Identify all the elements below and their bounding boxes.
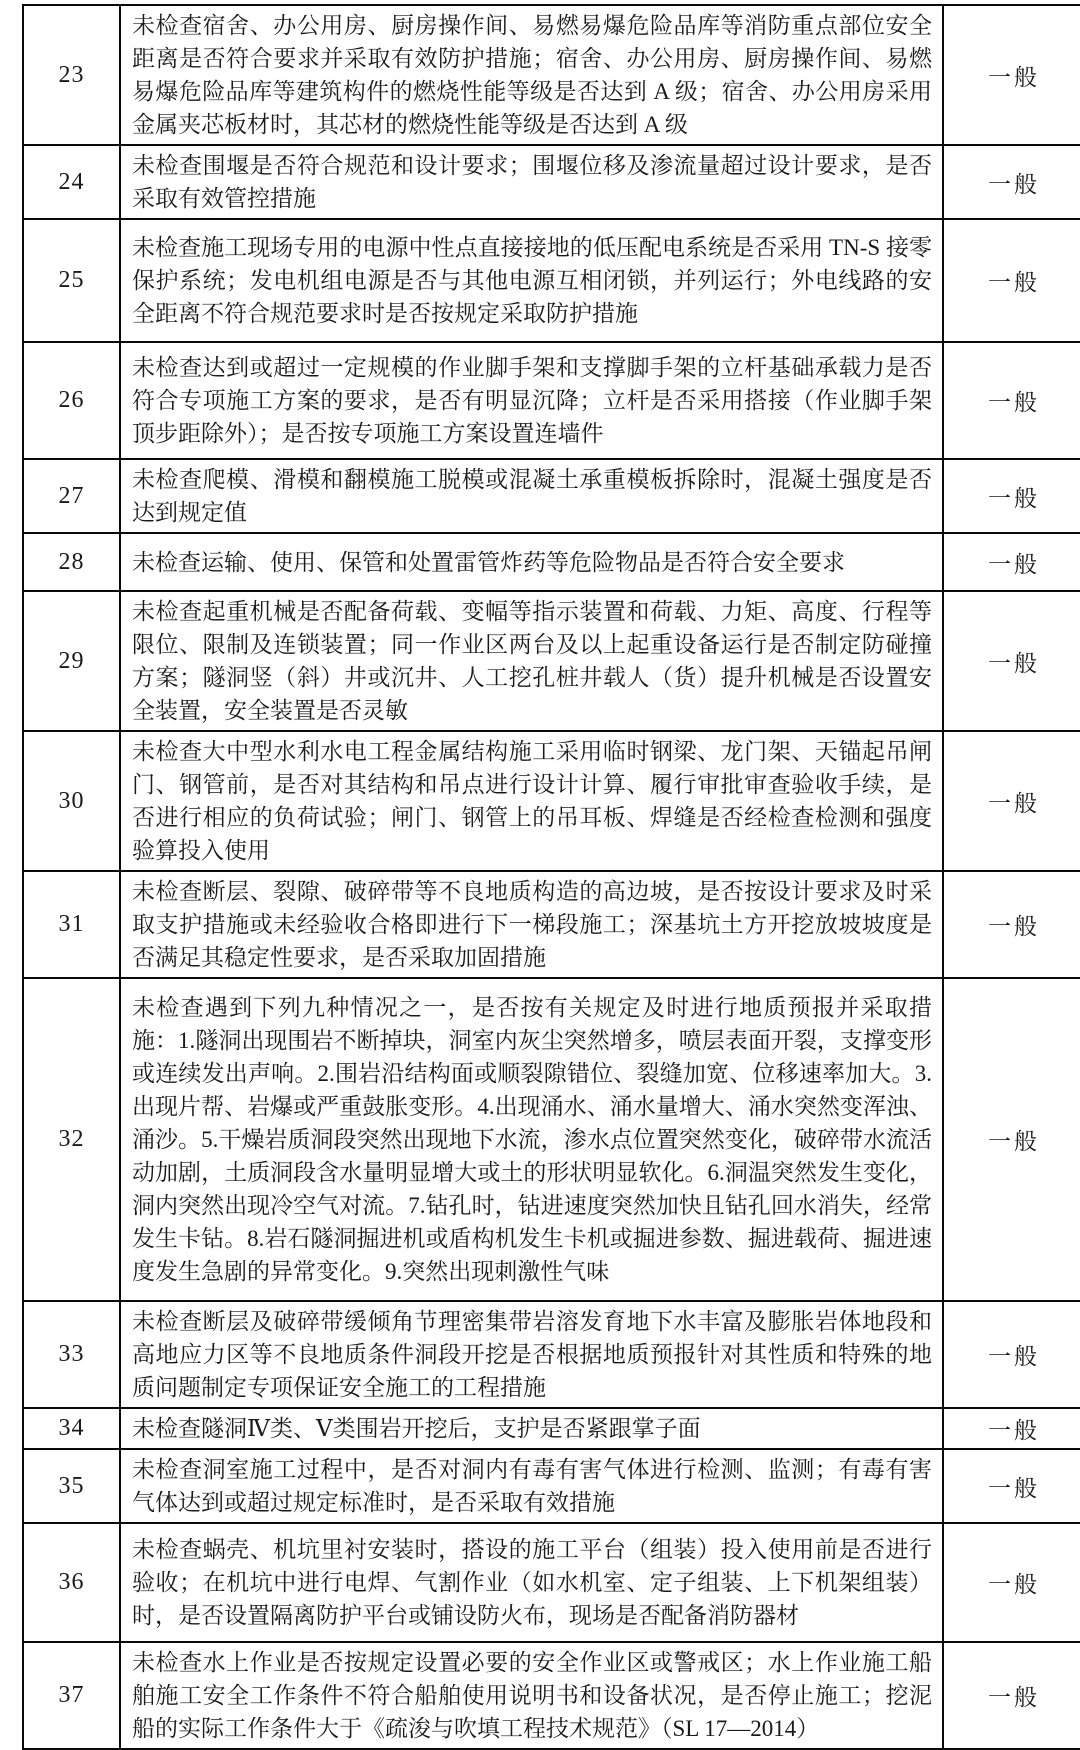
severity-cell: 一般 [943, 459, 1080, 533]
row-number-cell: 36 [23, 1523, 120, 1642]
table-row [23, 219, 1080, 342]
row-number-cell: 25 [23, 219, 120, 342]
hazard-checklist-table [22, 4, 1080, 1750]
row-number-cell: 30 [23, 731, 120, 871]
severity-cell: 一般 [943, 145, 1080, 219]
hazard-description-cell: 未检查断层及破碎带缓倾角节理密集带岩溶发育地下水丰富及膨胀岩体地段和高地应力区等不良地质条件洞段开挖是否根据地质预报针对其性质和特殊的地质问题制定专项保证安全施工的工程措施 [120, 1301, 943, 1408]
table-row [23, 1301, 1080, 1408]
hazard-description-cell: 未检查洞室施工过程中，是否对洞内有毒有害气体进行检测、监测；有毒有害气体达到或超过规定标准时，是否采取有效措施 [120, 1449, 943, 1523]
row-number-cell: 31 [23, 871, 120, 978]
severity-cell: 一般 [943, 1408, 1080, 1449]
row-number-cell: 23 [23, 5, 120, 145]
row-number-cell: 35 [23, 1449, 120, 1523]
hazard-description-cell: 未检查隧洞Ⅳ类、Ⅴ类围岩开挖后，支护是否紧跟掌子面 [120, 1408, 943, 1449]
hazard-description-cell: 未检查施工现场专用的电源中性点直接接地的低压配电系统是否采用 TN-S 接零保护系统；发电机组电源是否与其他电源互相闭锁，并列运行；外电线路的安全距离不符合规范要求时是否按规定采取防护措施 [120, 219, 943, 342]
severity-cell: 一般 [943, 731, 1080, 871]
hazard-description-cell: 未检查起重机械是否配备荷载、变幅等指示装置和荷载、力矩、高度、行程等限位、限制及连锁装置；同一作业区两台及以上起重设备运行是否制定防碰撞方案；隧洞竖（斜）井或沉井、人工挖孔桩井载人（货）提升机械是否设置安全装置，安全装置是否灵敏 [120, 591, 943, 731]
severity-cell: 一般 [943, 1523, 1080, 1642]
severity-cell: 一般 [943, 5, 1080, 145]
row-number-cell: 33 [23, 1301, 120, 1408]
severity-cell: 一般 [943, 219, 1080, 342]
row-number-cell: 29 [23, 591, 120, 731]
severity-cell: 一般 [943, 871, 1080, 978]
hazard-description-cell: 未检查达到或超过一定规模的作业脚手架和支撑脚手架的立杆基础承载力是否符合专项施工方案的要求，是否有明显沉降；立杆是否采用搭接（作业脚手架顶步距除外）；是否按专项施工方案设置连墙件 [120, 342, 943, 459]
table-row [23, 1449, 1080, 1523]
severity-cell: 一般 [943, 342, 1080, 459]
table-row [23, 533, 1080, 591]
table-body [23, 5, 1080, 1749]
table-row [23, 978, 1080, 1301]
table-row [23, 1523, 1080, 1642]
row-number-cell: 27 [23, 459, 120, 533]
hazard-description-cell: 未检查蜗壳、机坑里衬安装时，搭设的施工平台（组装）投入使用前是否进行验收；在机坑中进行电焊、气割作业（如水机室、定子组装、上下机架组装）时，是否设置隔离防护平台或铺设防火布，现场是否配备消防器材 [120, 1523, 943, 1642]
severity-cell: 一般 [943, 1642, 1080, 1749]
table-row [23, 342, 1080, 459]
table-row [23, 5, 1080, 145]
severity-cell: 一般 [943, 978, 1080, 1301]
hazard-description-cell: 未检查断层、裂隙、破碎带等不良地质构造的高边坡，是否按设计要求及时采取支护措施或未经验收合格即进行下一梯段施工；深基坑土方开挖放坡坡度是否满足其稳定性要求，是否采取加固措施 [120, 871, 943, 978]
hazard-description-cell: 未检查围堰是否符合规范和设计要求；围堰位移及渗流量超过设计要求，是否采取有效管控措施 [120, 145, 943, 219]
hazard-description-cell: 未检查水上作业是否按规定设置必要的安全作业区或警戒区；水上作业施工船舶施工安全工作条件不符合船舶使用说明书和设备状况，是否停止施工；挖泥船的实际工作条件大于《疏浚与吹填工程技术规范》（SL 17—2014） [120, 1642, 943, 1749]
severity-cell: 一般 [943, 591, 1080, 731]
severity-cell: 一般 [943, 1301, 1080, 1408]
table-row [23, 871, 1080, 978]
table-row [23, 1642, 1080, 1749]
row-number-cell: 32 [23, 978, 120, 1301]
row-number-cell: 24 [23, 145, 120, 219]
hazard-description-cell: 未检查宿舍、办公用房、厨房操作间、易燃易爆危险品库等消防重点部位安全距离是否符合要求并采取有效防护措施；宿舍、办公用房、厨房操作间、易燃易爆危险品库等建筑构件的燃烧性能等级是否达到 A 级；宿舍、办公用房采用金属夹芯板材时，其芯材的燃烧性能等级是否达到 A 级 [120, 5, 943, 145]
table-row [23, 1408, 1080, 1449]
hazard-description-cell: 未检查遇到下列九种情况之一，是否按有关规定及时进行地质预报并采取措施：1.隧洞出现围岩不断掉块，洞室内灰尘突然增多，喷层表面开裂，支撑变形或连续发出声响。2.围岩沿结构面或顺裂隙错位、裂缝加宽、位移速率加大。3.出现片帮、岩爆或严重鼓胀变形。4.出现涌水、涌水量增大、涌水突然变浑浊、涌沙。5.干燥岩质洞段突然出现地下水流，渗水点位置突然变化，破碎带水流活动加剧，土质洞段含水量明显增大或土的形状明显软化。6.洞温突然发生变化，洞内突然出现冷空气对流。7.钻孔时，钻进速度突然加快且钻孔回水消失，经常发生卡钻。8.岩石隧洞掘进机或盾构机发生卡机或掘进参数、掘进载荷、掘进速度发生急剧的异常变化。9.突然出现刺激性气味 [120, 978, 943, 1301]
hazard-description-cell: 未检查大中型水利水电工程金属结构施工采用临时钢梁、龙门架、天锚起吊闸门、钢管前，是否对其结构和吊点进行设计计算、履行审批审查验收手续，是否进行相应的负荷试验；闸门、钢管上的吊耳板、焊缝是否经检查检测和强度验算投入使用 [120, 731, 943, 871]
hazard-description-cell: 未检查爬模、滑模和翻模施工脱模或混凝土承重模板拆除时，混凝土强度是否达到规定值 [120, 459, 943, 533]
row-number-cell: 28 [23, 533, 120, 591]
table-row [23, 145, 1080, 219]
severity-cell: 一般 [943, 1449, 1080, 1523]
row-number-cell: 34 [23, 1408, 120, 1449]
table-row [23, 731, 1080, 871]
table-row [23, 591, 1080, 731]
severity-cell: 一般 [943, 533, 1080, 591]
row-number-cell: 26 [23, 342, 120, 459]
row-number-cell: 37 [23, 1642, 120, 1749]
hazard-description-cell: 未检查运输、使用、保管和处置雷管炸药等危险物品是否符合安全要求 [120, 533, 943, 591]
table-row [23, 459, 1080, 533]
